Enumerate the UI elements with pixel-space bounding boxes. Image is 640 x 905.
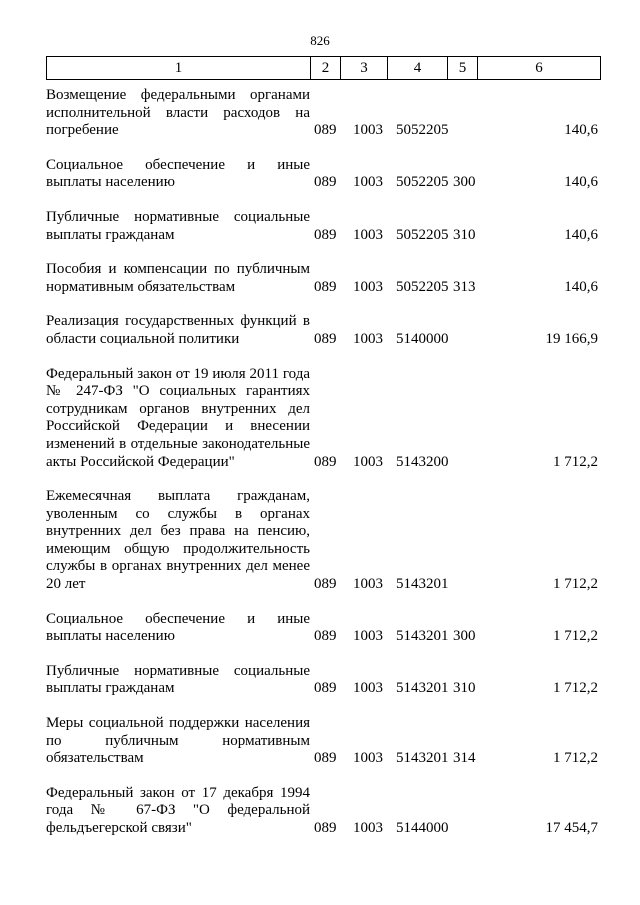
row-section-code: 1003: [353, 750, 383, 767]
table-row: [46, 366, 600, 472]
row-expense-type-code: 313: [453, 278, 476, 295]
table-row: [46, 313, 600, 348]
row-amount: 1 712,2: [553, 576, 598, 593]
row-amount: 19 166,9: [545, 330, 598, 347]
row-section-code: 1003: [353, 226, 383, 243]
row-amount: 1 712,2: [553, 453, 598, 470]
column-header-row: [47, 57, 601, 80]
row-target-article-code: 5052205: [396, 226, 449, 243]
row-department-code: 089: [314, 453, 337, 470]
column-header-1: 1: [47, 57, 311, 80]
column-header-4: 4: [388, 57, 448, 80]
table-row: [46, 488, 600, 594]
row-section-code: 1003: [353, 174, 383, 191]
row-section-code: 1003: [353, 330, 383, 347]
row-name: Социальное обеспечение и иные выплаты населению: [46, 610, 310, 645]
column-header-6: 6: [478, 57, 601, 80]
row-target-article-code: 5143201: [396, 628, 449, 645]
row-section-code: 1003: [353, 680, 383, 697]
table-row: [46, 715, 600, 768]
row-name: Ежемесячная выплата гражданам, уволенным со службы в органах внутренних дел без права на пенсию, имеющим общую продолжительность службы в органах внутренних дел менее 20 лет: [46, 488, 310, 593]
row-target-article-code: 5143200: [396, 453, 449, 470]
row-expense-type-code: 310: [453, 226, 476, 243]
row-amount: 17 454,7: [545, 820, 598, 836]
row-section-code: 1003: [353, 628, 383, 645]
table-row: [46, 611, 600, 646]
column-header-5: 5: [448, 57, 478, 80]
row-amount: 140,6: [564, 122, 598, 139]
row-department-code: 089: [314, 122, 337, 139]
column-header-table: [46, 56, 601, 80]
row-expense-type-code: 310: [453, 680, 476, 697]
row-target-article-code: 5143201: [396, 680, 449, 697]
row-target-article-code: 5052205: [396, 278, 449, 295]
row-name: Федеральный закон от 19 июля 2011 года № 247-ФЗ "О социальных гарантиях сотрудникам органов внутренних дел Российской Федерации и внесении изменений в отдельные законодательные акты Российской Федерации": [46, 365, 310, 470]
column-header-3: 3: [341, 57, 388, 80]
row-department-code: 089: [314, 576, 337, 593]
row-name: Федеральный закон от 17 декабря 1994 года № 67-ФЗ "О федеральной фельдъегерской связи": [46, 784, 310, 836]
row-department-code: 089: [314, 680, 337, 697]
row-department-code: 089: [314, 820, 337, 836]
budget-rows: [46, 87, 600, 855]
row-target-article-code: 5144000: [396, 820, 449, 836]
row-amount: 1 712,2: [553, 680, 598, 697]
table-row: [46, 261, 600, 296]
table-row: [46, 157, 600, 192]
row-amount: 140,6: [564, 174, 598, 191]
row-department-code: 089: [314, 278, 337, 295]
table-row: [46, 209, 600, 244]
row-target-article-code: 5052205: [396, 122, 449, 139]
row-department-code: 089: [314, 174, 337, 191]
row-name: Публичные нормативные социальные выплаты гражданам: [46, 662, 310, 697]
table-row: [46, 663, 600, 698]
row-amount: 140,6: [564, 278, 598, 295]
row-department-code: 089: [314, 628, 337, 645]
row-expense-type-code: 300: [453, 628, 476, 645]
row-department-code: 089: [314, 226, 337, 243]
row-amount: 1 712,2: [553, 750, 598, 767]
row-name: Социальное обеспечение и иные выплаты населению: [46, 156, 310, 191]
row-name: Публичные нормативные социальные выплаты гражданам: [46, 208, 310, 243]
row-target-article-code: 5143201: [396, 750, 449, 767]
row-target-article-code: 5140000: [396, 330, 449, 347]
row-amount: 1 712,2: [553, 628, 598, 645]
row-name: Меры социальной поддержки населения по публичным нормативным обязательствам: [46, 715, 310, 767]
row-expense-type-code: 314: [453, 750, 476, 767]
row-name: Пособия и компенсации по публичным нормативным обязательствам: [46, 261, 310, 295]
table-row: [46, 87, 600, 140]
row-target-article-code: 5052205: [396, 174, 449, 191]
row-target-article-code: 5143201: [396, 576, 449, 593]
table-row: [46, 785, 600, 838]
row-section-code: 1003: [353, 820, 383, 836]
row-expense-type-code: 300: [453, 174, 476, 191]
row-amount: 140,6: [564, 226, 598, 243]
row-section-code: 1003: [353, 278, 383, 295]
row-name: Возмещение федеральными органами исполнительной власти расходов на погребение: [46, 87, 310, 139]
column-header-2: 2: [311, 57, 341, 80]
row-name: Реализация государственных функций в области социальной политики: [46, 313, 310, 347]
row-department-code: 089: [314, 750, 337, 767]
row-section-code: 1003: [353, 453, 383, 470]
row-section-code: 1003: [353, 576, 383, 593]
page-number: 826: [310, 33, 330, 48]
row-section-code: 1003: [353, 122, 383, 139]
row-department-code: 089: [314, 330, 337, 347]
